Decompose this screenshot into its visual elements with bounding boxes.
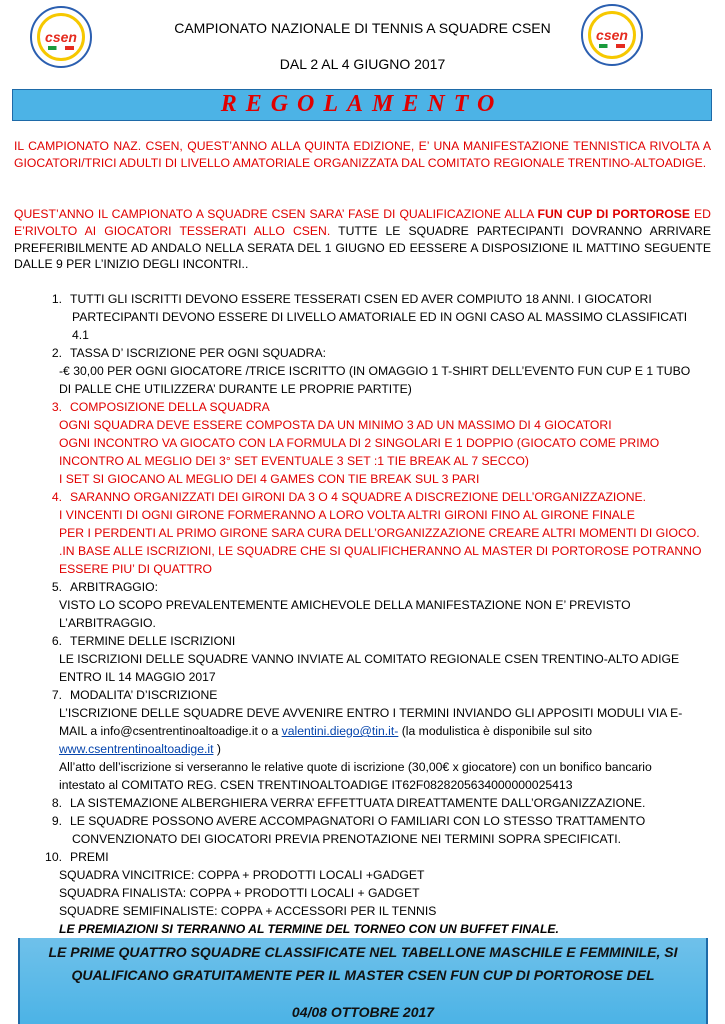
- rule-title: SARANNO ORGANIZZATI DEI GIRONI DA 3 O 4 SQUADRE A DISCREZIONE DELL’ORGANIZZAZIONE.: [70, 490, 647, 504]
- rule-2: [14, 344, 711, 362]
- rule-line: CONVENZIONATO DEI GIOCATORI PREVIA PRENOTAZIONE NEI TERMINI SOPRA SPECIFICATI.: [72, 832, 621, 846]
- intro-paragraph-1: IL CAMPIONATO NAZ. CSEN, QUEST’ANNO ALLA QUINTA EDIZIONE, E’ UNA MANIFESTAZIONE TENNISTICA RIVOLTA A GIOCATORI/TRICI ADULTI DI LIVELLO AMATORIALE ORGANIZZATA DAL COMITATO REGIONALE TRENTINO-ALTOADIGE.: [14, 139, 711, 170]
- rule-line: L’ARBITRAGGIO.: [59, 616, 156, 630]
- rule-4: [14, 488, 711, 506]
- rule-6: [14, 632, 711, 650]
- rule-number: 2.: [51, 346, 62, 360]
- qualification-dates: 04/08 OTTOBRE 2017: [291, 1004, 435, 1020]
- rule-line: 4.1: [72, 328, 89, 342]
- rule-number: 7.: [51, 688, 62, 702]
- rule-number: 8.: [51, 796, 62, 810]
- rule-3: [14, 398, 711, 416]
- rule-line: -€ 30,00 PER OGNI GIOCATORE /TRICE ISCRITTO (IN OMAGGIO 1 T-SHIRT DELL’EVENTO FUN CUP E 1 TUBO: [59, 364, 691, 378]
- intro-p2-red2: ED E’RIVOLTO AI GIOCATORI TESSERATI ALLO CSEN.: [14, 207, 711, 238]
- prize-finalist: SQUADRA FINALISTA: COPPA + PRODOTTI LOCALI + GADGET: [59, 886, 420, 900]
- rule-line: PARTECIPANTI DEVONO ESSERE DI LIVELLO AMATORIALE ED IN OGNI CASO AL MASSIMO CLASSIFICATI: [72, 310, 688, 324]
- rule-line: PER I PERDENTI AL PRIMO GIRONE SARA CURA DELL’ORGANIZZAZIONE CREARE ALTRI MOMENTI DI GIOCO.: [59, 526, 700, 540]
- rule-1: [14, 290, 711, 308]
- rule-number: 1.: [51, 292, 62, 306]
- rule-line: INCONTRO AL MEGLIO DEI 3° SET EVENTUALE 3 SET :1 TIE BREAK AL 7 SECCO): [59, 454, 529, 468]
- prize-winner: SQUADRA VINCITRICE: COPPA + PRODOTTI LOCALI +GADGET: [59, 868, 425, 882]
- rule-number: 3.: [51, 400, 62, 414]
- rule-line: All’atto dell’iscrizione si verseranno le relative quote di iscrizione (30,00€ x giocatore) con un bonifico bancario: [59, 760, 652, 774]
- rule-line: intestato al COMITATO REG. CSEN TRENTINOALTOADIGE IT62F0828205634000000025413: [59, 778, 573, 792]
- logo-right-text: csen: [596, 27, 628, 43]
- prize-semifinalists: SQUADRE SEMIFINALISTE: COPPA + ACCESSORI PER IL TENNIS: [59, 904, 437, 918]
- rule-text: TUTTI GLI ISCRITTI DEVONO ESSERE TESSERATI CSEN ED AVER COMPIUTO 18 ANNI. I GIOCATORI: [70, 292, 652, 306]
- website-tail: ): [213, 742, 221, 756]
- rule-line: OGNI INCONTRO VA GIOCATO CON LA FORMULA DI 2 SINGOLARI E 1 DOPPIO (GIOCATO COME PRIMO: [59, 436, 660, 450]
- rule-9: [14, 812, 711, 830]
- document-title: CAMPIONATO NAZIONALE DI TENNIS A SQUADRE CSEN: [174, 20, 551, 36]
- title-banner: [12, 89, 712, 121]
- qualification-line-1: LE PRIME QUATTRO SQUADRE CLASSIFICATE NEL TABELLONE MASCHILE E FEMMINILE, SI: [48, 944, 678, 960]
- intro-paragraph-2: [14, 206, 711, 273]
- rule-title: TASSA D’ ISCRIZIONE PER OGNI SQUADRA:: [70, 346, 326, 360]
- awards-note: LE PREMIAZIONI SI TERRANNO AL TERMINE DEL TORNEO CON UN BUFFET FINALE.: [59, 922, 559, 936]
- rule-line: OGNI SQUADRA DEVE ESSERE COMPOSTA DA UN MINIMO 3 AD UN MASSIMO DI 4 GIOCATORI: [59, 418, 612, 432]
- rule-7: [14, 686, 711, 704]
- rule-line: .IN BASE ALLE ISCRIZIONI, LE SQUADRE CHE SI QUALIFICHERANNO AL MASTER DI PORTOROSE POTRANNO: [59, 544, 702, 558]
- rule-line: LE ISCRIZIONI DELLE SQUADRE VANNO INVIATE AL COMITATO REGIONALE CSEN TRENTINO-ALTO ADIGE: [59, 652, 680, 666]
- rule-number: 9.: [51, 814, 62, 828]
- qualification-box: [18, 938, 708, 1024]
- rule-title: MODALITA’ D’ISCRIZIONE: [70, 688, 218, 702]
- rule-line: DI PALLE CHE UTILIZZERA’ DURANTE LE PROPRIE PARTITE): [59, 382, 412, 396]
- rule-line: I SET SI GIOCANO AL MEGLIO DEI 4 GAMES CON TIE BREAK SUL 3 PARI: [59, 472, 480, 486]
- event-dates: DAL 2 AL 4 GIUGNO 2017: [279, 56, 446, 72]
- rule-number: 6.: [51, 634, 62, 648]
- intro-p2-red: QUEST’ANNO IL CAMPIONATO A SQUADRE CSEN SARA’ FASE DI QUALIFICAZIONE ALLA: [14, 207, 538, 221]
- website-link[interactable]: www.csentrentinoaltoadige.it: [59, 742, 214, 756]
- rule-title: TERMINE DELLE ISCRIZIONI: [70, 634, 236, 648]
- rule-5: [14, 578, 711, 596]
- rule-line: L’ISCRIZIONE DELLE SQUADRE DEVE AVVENIRE ENTRO I TERMINI INVIANDO GLI APPOSITI MODULI VIA E-: [59, 706, 683, 720]
- logo-left-text: csen: [45, 29, 77, 45]
- rule-number: 10.: [45, 850, 62, 864]
- rule-line: [14, 740, 711, 758]
- rule-line: VISTO LO SCOPO PREVALENTEMENTE AMICHEVOLE DELLA MANIFESTAZIONE NON E’ PREVISTO: [59, 598, 631, 612]
- rule-title: LA SISTEMAZIONE ALBERGHIERA VERRA’ EFFETTUATA DIREATTAMENTE DALL’ORGANIZZAZIONE.: [70, 796, 646, 810]
- rules-list: [14, 290, 711, 938]
- rule-number: 4.: [51, 490, 62, 504]
- rule-number: 5.: [51, 580, 62, 594]
- rule-10: [14, 848, 711, 866]
- rule-line: I VINCENTI DI OGNI GIRONE FORMERANNO A LORO VOLTA ALTRI GIRONI FINO AL GIRONE FINALE: [59, 508, 635, 522]
- rule-8: [14, 794, 711, 812]
- rule-text: LE SQUADRE POSSONO AVERE ACCOMPAGNATORI O FAMILIARI CON LO STESSO TRATTAMENTO: [70, 814, 646, 828]
- banner-title: REGOLAMENTO: [220, 91, 504, 117]
- rule-line: ESSERE PIU’ DI QUATTRO: [59, 562, 213, 576]
- rule-line: ENTRO IL 14 MAGGIO 2017: [59, 670, 216, 684]
- modulistica-note: (la modulistica è disponibile sul sito: [398, 724, 593, 738]
- rule-title: COMPOSIZIONE DELLA SQUADRA: [70, 400, 270, 414]
- email-link[interactable]: valentini.diego@tin.it-: [281, 724, 399, 738]
- rule-title: ARBITRAGGIO:: [70, 580, 159, 594]
- intro-p2-bold: FUN CUP DI PORTOROSE: [537, 207, 691, 221]
- intro-p2-black: TUTTE LE SQUADRE PARTECIPANTI DOVRANNO ARRIVARE PREFERIBILMENTE AD ANDALO NELLA SERATA DEL 1 GIUGNO ED EESSERE A DISPOSIZIONE IL MATTINO SEGUENTE DALLE 9 PER L’INIZIO DEGLI INCONTRI..: [14, 223, 711, 272]
- qualification-line-2: QUALIFICANO GRATUITAMENTE PER IL MASTER CSEN FUN CUP DI PORTOROSE DEL: [71, 967, 655, 983]
- rule-line: [14, 722, 711, 740]
- rule-title: PREMI: [70, 850, 109, 864]
- email-text: MAIL a info@csentrentinoaltoadige.it o a: [59, 724, 282, 738]
